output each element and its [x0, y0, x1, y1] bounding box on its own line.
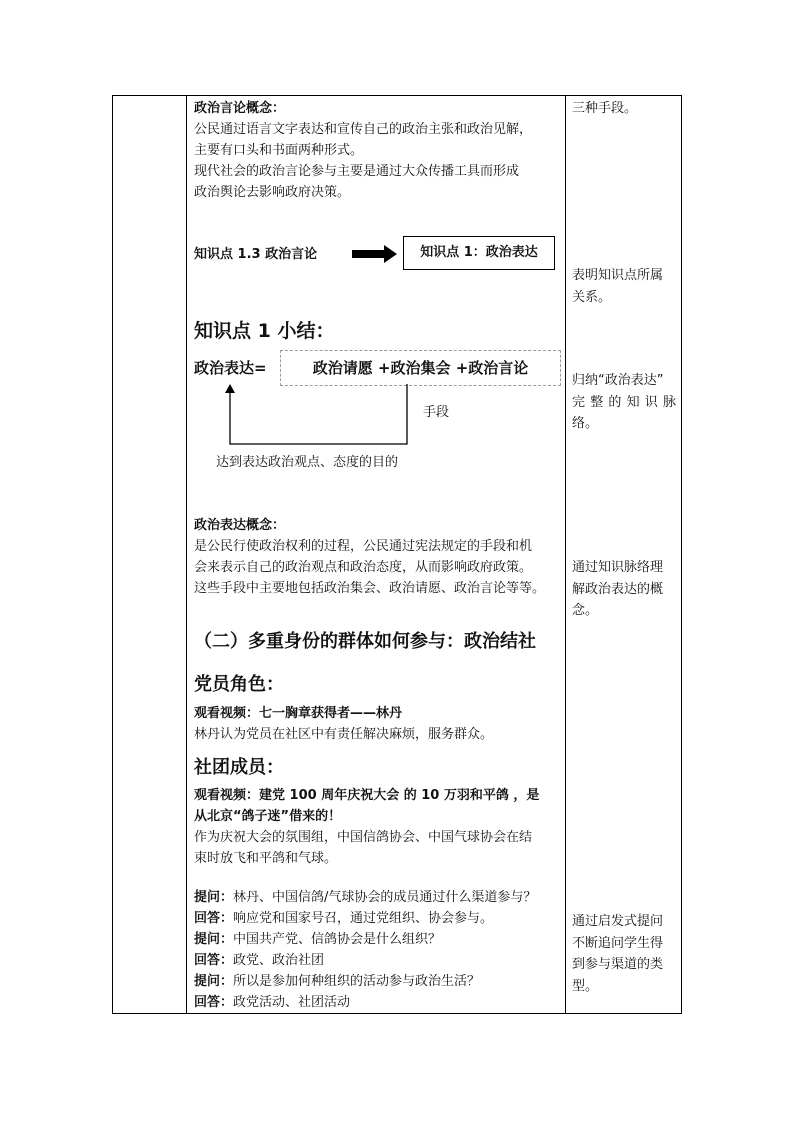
summary-title: 知识点 1 小结： — [194, 320, 335, 342]
note-line: 表明知识点所属 — [572, 268, 664, 283]
qa-label: 提问： — [194, 974, 234, 989]
expression-concept-line: 这些手段中主要地包括政治集会、政治请愿、政治言论等等。 — [194, 581, 546, 596]
note-line: 关系。 — [572, 289, 612, 305]
qa-line — [194, 950, 324, 971]
speech-concept-line: 主要有口头和书面两种形式。 — [194, 143, 364, 158]
club-member-text-line: 作为庆祝大会的氛围组，中国信鸽协会、中国气球协会在结 — [194, 830, 533, 845]
qa-label: 回答： — [194, 911, 234, 926]
note-expression-concept — [572, 557, 676, 622]
summary-lhs: 政治表达= — [194, 359, 267, 377]
club-member-title: 社团成员： — [194, 757, 284, 778]
note-line: 归纳“政治表达” — [572, 373, 664, 388]
note-heuristic-questions — [572, 911, 676, 997]
purpose-label: 达到表达政治观点、态度的目的 — [216, 455, 399, 470]
club-member-video-line: 观看视频：建党 100 周年庆祝大会 的 10 万羽和平鸽 ，是 — [194, 788, 540, 803]
speech-concept-line: 政治舆论去影响政府决策。 — [194, 185, 351, 200]
knowledge-point-1-3: 知识点 1.3 政治言论 — [194, 247, 318, 262]
note-line: 不断追问学生得 — [572, 935, 664, 951]
qa-line — [194, 887, 536, 908]
means-label: 手段 — [423, 405, 450, 420]
qa-line — [194, 929, 441, 950]
knowledge-point-1-box: 知识点 1：政治表达 — [403, 236, 555, 270]
qa-label: 回答： — [194, 953, 234, 968]
summary-flow-diagram — [222, 384, 412, 446]
speech-concept-heading: 政治言论概念： — [194, 101, 286, 116]
note-line: 完整的知识脉 — [572, 394, 676, 410]
section-2-title: （二）多重身份的群体如何参与：政治结社 — [194, 631, 536, 652]
qa-line — [194, 971, 480, 992]
note-line: 解政治表达的概 — [572, 581, 664, 597]
note-three-means: 三种手段。 — [572, 101, 638, 116]
club-member-video-line: 从北京“鸽子迷”借来的！ — [194, 809, 342, 824]
speech-concept-line: 公民通过语言文字表达和宣传自己的政治主张和政治见解， — [194, 122, 533, 137]
qa-text: 中国共产党、信鸽协会是什么组织？ — [233, 932, 442, 947]
expression-concept-heading: 政治表达概念： — [194, 518, 286, 533]
qa-label: 回答： — [194, 995, 234, 1010]
note-line: 念。 — [572, 603, 599, 618]
qa-label: 提问： — [194, 932, 234, 947]
column-divider-1 — [186, 96, 187, 1013]
qa-label: 提问： — [194, 890, 234, 905]
qa-text: 政党活动、社团活动 — [233, 995, 351, 1010]
note-line: 型。 — [572, 978, 599, 994]
note-line: 通过知识脉络理 — [572, 560, 664, 575]
note-relation — [572, 265, 676, 308]
right-arrow-icon — [352, 244, 398, 264]
speech-concept-line: 现代社会的政治言论参与主要是通过大众传播工具而形成 — [194, 164, 520, 179]
qa-text: 政党、政治社团 — [233, 953, 325, 968]
expression-concept-line: 是公民行使政治权利的过程，公民通过宪法规定的手段和机 — [194, 539, 533, 554]
party-member-video-label: 观看视频：七一胸章获得者——林丹 — [194, 706, 403, 721]
qa-text: 林丹、中国信鸽/气球协会的成员通过什么渠道参与？ — [233, 890, 537, 905]
note-line: 络。 — [572, 416, 599, 431]
column-divider-2 — [565, 96, 566, 1013]
note-line: 通过启发式提问 — [572, 914, 664, 929]
qa-line — [194, 992, 350, 1013]
qa-line — [194, 908, 493, 929]
expression-concept-line: 会来表示自己的政治观点和政治态度，从而影响政府政策。 — [194, 560, 533, 575]
qa-text: 所以是参加何种组织的活动参与政治生活？ — [233, 974, 481, 989]
qa-text: 响应党和国家号召，通过党组织、协会参与。 — [233, 911, 494, 926]
note-summary — [572, 370, 676, 435]
note-line: 到参与渠道的类 — [572, 957, 664, 972]
club-member-text-line: 束时放飞和平鸽和气球。 — [194, 851, 338, 866]
party-member-title: 党员角色： — [194, 674, 284, 695]
summary-rhs-box: 政治请愿 +政治集会 +政治言论 — [280, 350, 561, 386]
party-member-text: 林丹认为党员在社区中有责任解决麻烦，服务群众。 — [194, 727, 494, 742]
